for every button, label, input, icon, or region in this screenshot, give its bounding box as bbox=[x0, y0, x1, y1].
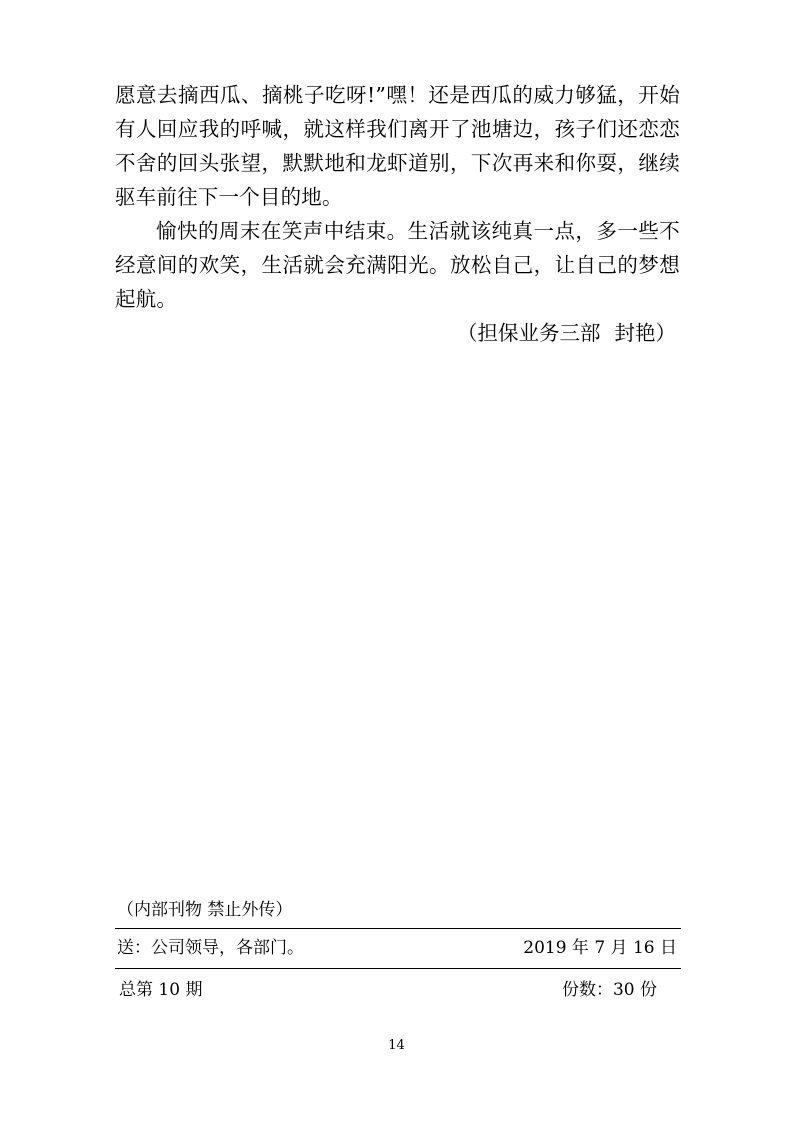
paragraph-2: 愉快的周末在笑声中结束。生活就该纯真一点，多一些不经意间的欢笑，生活就会充满阳光。放松自己，让自己的梦想起航。 bbox=[115, 219, 680, 311]
footer-date: 2019 年 7 月 16 日 bbox=[523, 938, 677, 958]
document-footer bbox=[115, 895, 681, 1007]
signature-close-bracket: ） bbox=[655, 321, 676, 345]
signature-department: 担保业务三部 bbox=[477, 321, 601, 345]
signature-open-bracket: （ bbox=[457, 321, 478, 345]
page-number: 14 bbox=[388, 1038, 405, 1053]
document-body bbox=[115, 78, 680, 350]
internal-publication-notice: （内部刊物 禁止外传） bbox=[117, 900, 293, 920]
paragraph-1: 愿意去摘西瓜、摘桃子吃呀!”嘿！还是西瓜的威力够猛，开始有人回应我的呼喊，就这样我们离开了池塘边，孩子们还恋恋不舍的回头张望，默默地和龙虾道别，下次再来和你耍，继续驱车前往下一个目的地。 bbox=[115, 83, 680, 209]
footer-distribution-row bbox=[115, 929, 681, 968]
distribution-label: 送：公司领导，各部门。 bbox=[117, 938, 304, 958]
copies-count: 份数：30 份 bbox=[561, 980, 657, 1000]
signature-line bbox=[115, 316, 680, 350]
issue-number: 总第 10 期 bbox=[119, 980, 203, 1000]
signature-author: 封艳 bbox=[614, 321, 656, 345]
footer-issue-row bbox=[115, 969, 681, 1007]
